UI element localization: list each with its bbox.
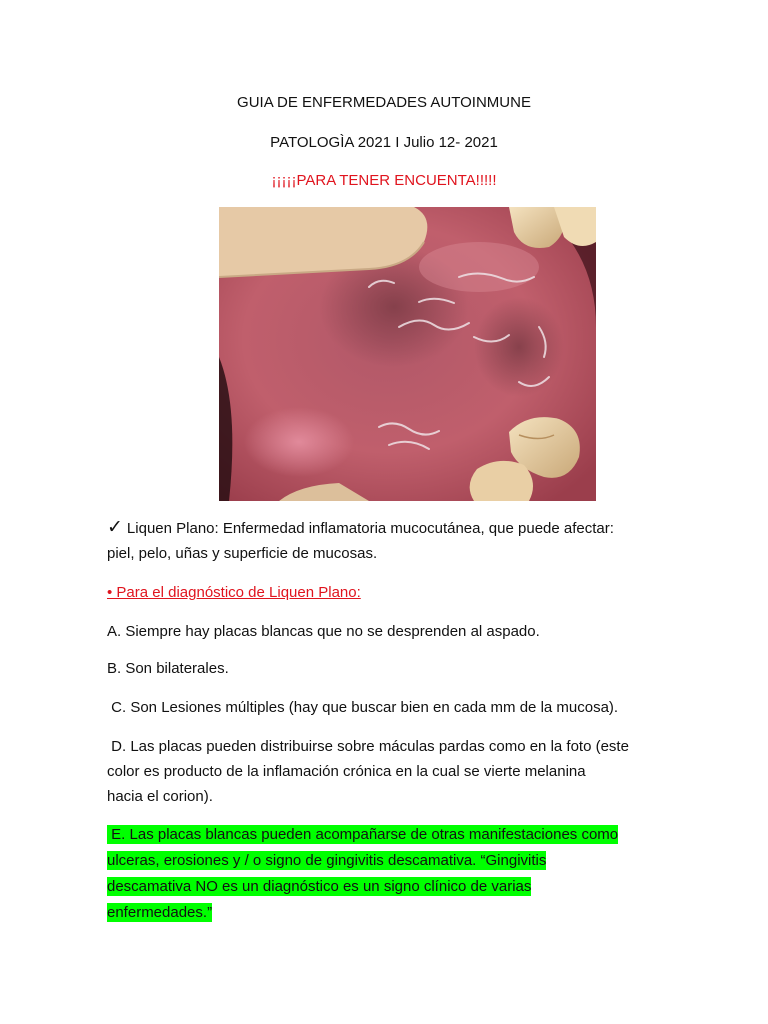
definition-line-2: piel, pelo, uñas y superficie de mucosas. xyxy=(107,545,378,562)
diagnosis-item-a xyxy=(107,619,667,644)
item-e-line-2: ulceras, erosiones y / o signo de gingivitis descamativa. “Gingivitis xyxy=(107,852,547,869)
item-c-text: C. Son Lesiones múltiples (hay que buscar bien en cada mm de la mucosa). xyxy=(107,699,619,716)
diagnosis-heading-text: • Para el diagnóstico de Liquen Plano: xyxy=(107,584,361,601)
item-e-line-4: enfermedades.” xyxy=(107,904,213,921)
checkmark-icon: ✓ xyxy=(107,517,123,538)
item-b-text: B. Son bilaterales. xyxy=(107,660,229,677)
item-d-line-2: color es producto de la inflamación crónica en la cual se vierte melanina xyxy=(107,763,586,780)
diagnosis-item-b xyxy=(107,656,667,681)
lichen-planus-definition xyxy=(107,515,667,566)
item-d-line-1: D. Las placas pueden distribuirse sobre máculas pardas como en la foto (este xyxy=(107,738,629,755)
clinical-photo-oral-mucosa xyxy=(219,207,596,501)
definition-line-1: Liquen Plano: Enfermedad inflamatoria mucocutánea, que puede afectar: xyxy=(126,520,614,537)
warning-note: ¡¡¡¡¡PARA TENER ENCUENTA!!!!! xyxy=(271,172,497,189)
item-e-line-3: descamativa NO es un diagnóstico es un signo clínico de varias xyxy=(107,878,532,895)
diagnosis-item-d xyxy=(107,734,667,809)
document-title: GUIA DE ENFERMEDADES AUTOINMUNE xyxy=(237,94,531,111)
diagnosis-heading xyxy=(107,580,667,605)
item-d-line-3: hacia el corion). xyxy=(107,788,213,805)
diagnosis-item-c xyxy=(107,695,667,720)
diagnosis-item-e-highlighted xyxy=(107,822,667,926)
document-subtitle: PATOLOGÌA 2021 I Julio 12- 2021 xyxy=(270,134,498,151)
item-a-text: A. Siempre hay placas blancas que no se desprenden al aspado. xyxy=(107,623,540,640)
item-e-line-1: E. Las placas blancas pueden acompañarse de otras manifestaciones como xyxy=(107,826,619,843)
